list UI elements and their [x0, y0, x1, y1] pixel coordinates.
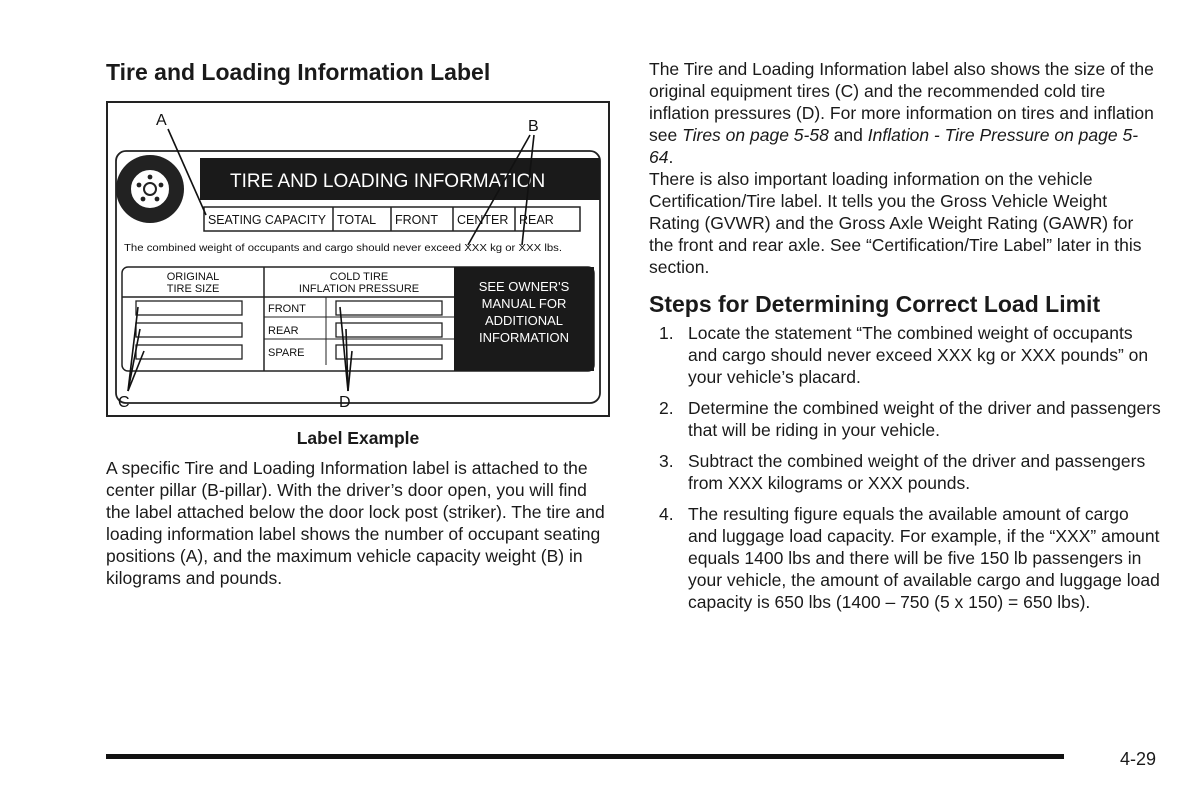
tire-label-illustration: [108, 103, 608, 415]
inflation-page-link[interactable]: Inflation - Tire Pressure on page 5-64: [649, 125, 1139, 167]
label-title: TIRE AND LOADING INFORMATION: [230, 171, 546, 192]
step-text: Subtract the combined weight of the driver and passengers from XXX kilograms or XXX pounds.: [688, 451, 1146, 493]
right-column: [649, 58, 1161, 622]
list-item: [649, 322, 1161, 388]
step-text: Determine the combined weight of the driver and passengers that will be riding in your vehicle.: [688, 398, 1161, 440]
original-line2: TIRE SIZE: [166, 283, 220, 295]
paragraph-text: and: [828, 125, 868, 145]
tire-icon: [116, 155, 184, 223]
page-number: 4-29: [1119, 749, 1156, 769]
left-column: [106, 58, 614, 589]
marker-c: C: [118, 394, 130, 411]
list-item: [649, 503, 1161, 613]
owner-line4: INFORMATION: [478, 330, 570, 345]
marker-d: D: [339, 394, 351, 411]
step-number: 1.: [659, 323, 674, 343]
owner-line1: SEE OWNER'S: [478, 279, 570, 294]
intro-paragraph: A specific Tire and Loading Information label is attached to the center pillar (B-pillar). With the driver’s door open, you will find the label attached below the door lock post (striker). The tire and loading information label shows the number of occupant seating positions (A), and the maximum vehicle capacity weight (B) in kilograms and pounds.: [106, 458, 605, 588]
figure-caption: Label Example: [296, 428, 420, 448]
combined-weight-text: The combined weight of occupants and cargo should never exceed XXX kg or XXX lbs.: [124, 243, 562, 254]
original-line1: ORIGINAL: [166, 271, 220, 283]
row-front: FRONT: [268, 303, 306, 315]
row-spare: SPARE: [268, 347, 305, 359]
marker-b: B: [528, 118, 539, 135]
owner-line2: MANUAL FOR: [481, 296, 567, 311]
tires-page-link[interactable]: Tires on page 5-58: [682, 125, 829, 145]
label-example-figure: [106, 101, 610, 417]
paragraph-text: The Tire and Loading Information label also shows the size of the original equipment tires (C) and the recommended cold tire inflation pressures (D). For more information on tires and inflation see: [649, 59, 1154, 145]
front-text: FRONT: [395, 213, 439, 227]
seating-capacity-text: SEATING CAPACITY: [208, 213, 327, 227]
tire-size-paragraph: [649, 58, 1161, 168]
step-text: The resulting figure equals the available amount of cargo and luggage load capacity. For example, if the “XXX” amount equals 1400 lbs and there will be five 150 lb passengers in your vehicle, the amount of available cargo and luggage load capacity is 650 lbs (1400 – 750 (5 x 150) = 650 lbs).: [688, 504, 1160, 612]
marker-a: A: [156, 112, 167, 129]
center-text: CENTER: [457, 213, 509, 227]
list-item: [649, 450, 1161, 494]
owner-line3: ADDITIONAL: [484, 313, 564, 328]
step-text: Locate the statement “The combined weight of occupants and cargo should never exceed XXX kg or XXX pounds” on your vehicle’s placard.: [688, 323, 1149, 387]
steps-list: [649, 322, 1161, 613]
step-number: 4.: [659, 504, 674, 524]
list-item: [649, 397, 1161, 441]
step-number: 3.: [659, 451, 674, 471]
row-rear: REAR: [268, 325, 299, 337]
certification-paragraph: There is also important loading information on the vehicle Certification/Tire label. It tells you the Gross Vehicle Weight Rating (GVWR) and the Gross Axle Weight Rating (GAWR) for the front and rear axle. See “Certification/Tire Label” later in this section.: [649, 169, 1142, 277]
paragraph-text: .: [668, 147, 674, 167]
footer-rule: [106, 754, 1064, 759]
cold-line1: COLD TIRE: [329, 271, 389, 283]
step-number: 2.: [659, 398, 674, 418]
total-text: TOTAL: [337, 213, 377, 227]
steps-heading: Steps for Determining Correct Load Limit: [649, 291, 1101, 317]
rear-text: REAR: [519, 213, 554, 227]
cold-line2: INFLATION PRESSURE: [298, 283, 420, 295]
section-heading: Tire and Loading Information Label: [106, 59, 491, 85]
